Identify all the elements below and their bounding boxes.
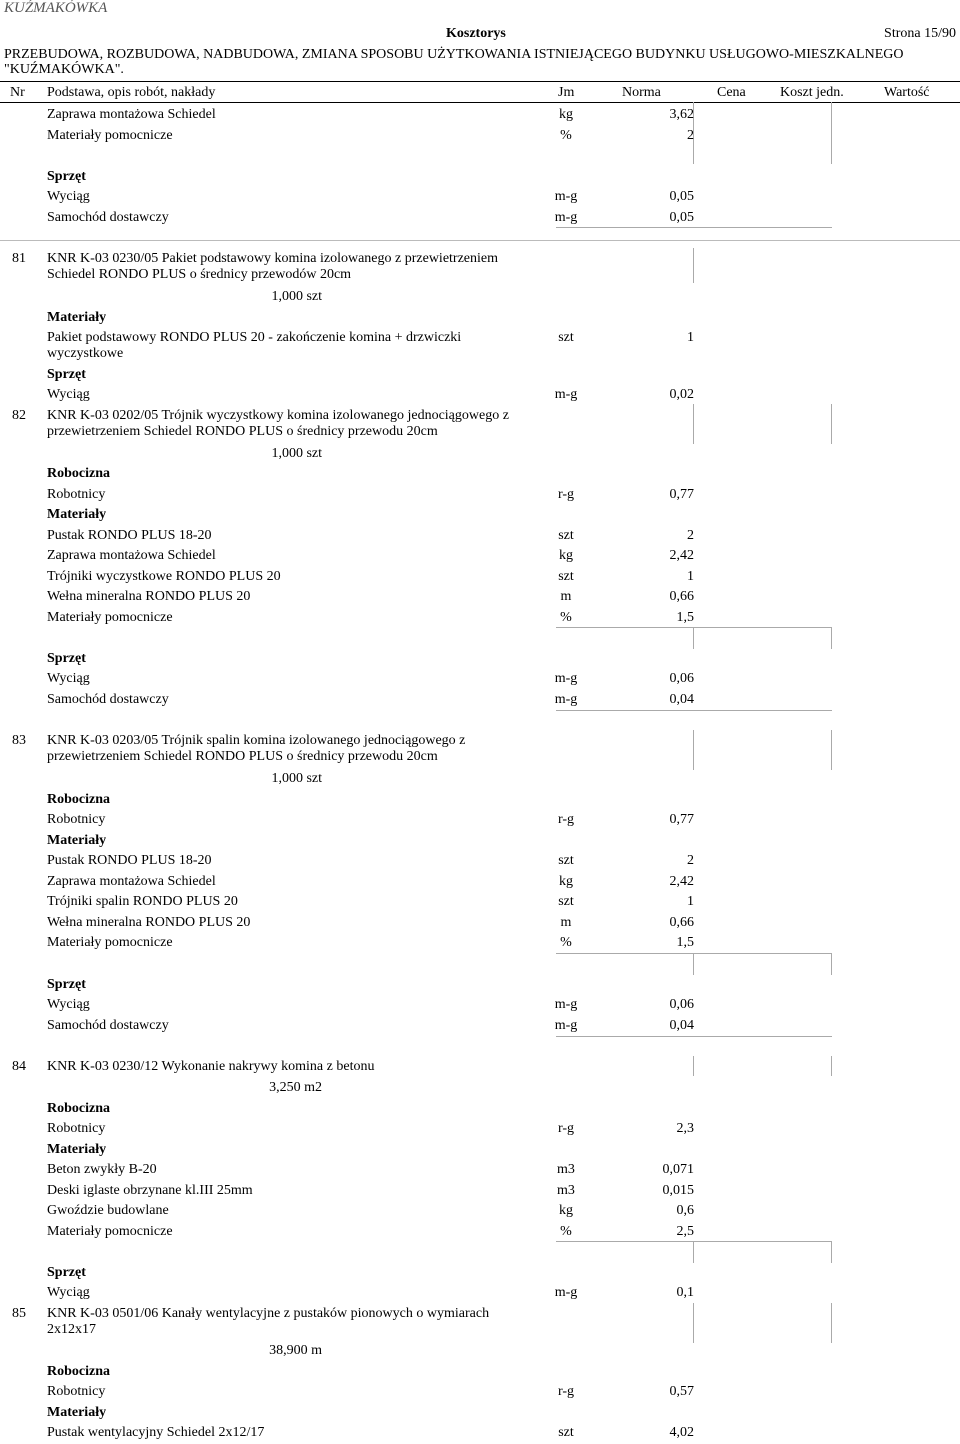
quantity: 1,000 szt — [271, 771, 322, 786]
row-description: Pustak wentylacyjny Schiedel 2x12/17 — [47, 1425, 265, 1440]
col-value: Wartość — [884, 85, 930, 100]
row-description: Robotnicy — [47, 1121, 106, 1136]
unit: szt — [558, 853, 574, 868]
unit: m-g — [554, 210, 578, 225]
norm-value: 0,06 — [669, 997, 694, 1012]
col-norm: Norma — [622, 85, 661, 100]
section-label: Robocizna — [47, 1101, 110, 1116]
row-description: Pustak RONDO PLUS 18-20 — [47, 528, 212, 543]
section-separator — [0, 240, 960, 241]
section-label: Materiały — [47, 1405, 107, 1420]
unit: szt — [558, 330, 574, 345]
norm-value: 0,1 — [676, 1285, 694, 1300]
unit: szt — [558, 528, 574, 543]
row-description: Trójniki wyczystkowe RONDO PLUS 20 — [47, 569, 281, 584]
unit: m-g — [554, 1285, 578, 1300]
page-number: Strona 15/90 — [884, 26, 956, 41]
norm-value: 0,77 — [669, 487, 694, 502]
norm-value: 1 — [687, 569, 694, 584]
section-label: Sprzęt — [47, 1265, 86, 1280]
row-description: Zaprawa montażowa Schiedel — [47, 874, 216, 889]
norm-value: 0,04 — [669, 1018, 694, 1033]
row-description: Wyciąg — [47, 1285, 90, 1300]
row-description: Pustak RONDO PLUS 18-20 — [47, 853, 212, 868]
unit: szt — [558, 1425, 574, 1440]
unit: m3 — [557, 1183, 575, 1198]
section-label: Materiały — [47, 507, 107, 522]
norm-value: 0,05 — [669, 210, 694, 225]
row-description: Materiały pomocnicze — [47, 935, 173, 950]
unit: r-g — [557, 1384, 575, 1399]
row-description: Beton zwykły B-20 — [47, 1162, 157, 1177]
section-label: Sprzęt — [47, 169, 86, 184]
unit: r-g — [557, 1121, 575, 1136]
norm-value: 2,5 — [676, 1224, 694, 1239]
row-description: Zaprawa montażowa Schiedel — [47, 548, 216, 563]
norm-value: 1 — [687, 894, 694, 909]
norm-value: 0,015 — [662, 1183, 694, 1198]
row-description: Wyciąg — [47, 671, 90, 686]
norm-value: 0,06 — [669, 671, 694, 686]
unit: m-g — [554, 671, 578, 686]
unit: m-g — [554, 692, 578, 707]
norm-value: 1,5 — [676, 935, 694, 950]
norm-value: 1,5 — [676, 610, 694, 625]
row-description: Pakiet podstawowy RONDO PLUS 20 - zakończenie komina + drzwiczki — [47, 330, 462, 345]
project-title-line1: PRZEBUDOWA, ROZBUDOWA, NADBUDOWA, ZMIANA SPOSOBU UŻYTKOWANIA ISTNIEJĄCEGO BUDYNKU USŁUGOWO-MIESZKALNEGO — [4, 47, 904, 62]
row-description: Materiały pomocnicze — [47, 128, 173, 143]
row-description: przewietrzeniem Schiedel RONDO PLUS o średnicy przewodu 20cm — [47, 424, 438, 439]
row-description: Wyciąg — [47, 997, 90, 1012]
section-label: Robocizna — [47, 466, 110, 481]
norm-value: 2 — [687, 853, 694, 868]
norm-value: 0,05 — [669, 189, 694, 204]
row-description: Samochód dostawczy — [47, 692, 169, 707]
section-label: Robocizna — [47, 792, 110, 807]
norm-value: 1 — [687, 330, 694, 345]
row-description: Zaprawa montażowa Schiedel — [47, 107, 216, 122]
unit: m — [560, 915, 572, 930]
unit: % — [560, 610, 572, 625]
unit: % — [560, 935, 572, 950]
section-label: Materiały — [47, 310, 107, 325]
row-description: Wełna mineralna RONDO PLUS 20 — [47, 589, 251, 604]
norm-value: 0,6 — [676, 1203, 694, 1218]
col-description: Podstawa, opis robót, nakłady — [47, 85, 216, 100]
unit: m-g — [554, 1018, 578, 1033]
row-description: KNR K-03 0202/05 Trójnik wyczystkowy komina izolowanego jednociągowego z — [47, 408, 509, 423]
section-label: Sprzęt — [47, 367, 86, 382]
norm-value: 2,42 — [669, 874, 694, 889]
norm-value: 0,04 — [669, 692, 694, 707]
norm-value: 3,62 — [669, 107, 694, 122]
row-description: Schiedel RONDO PLUS o średnicy przewodów 20cm — [47, 267, 352, 282]
row-description: Robotnicy — [47, 487, 106, 502]
norm-value: 2,3 — [676, 1121, 694, 1136]
row-description: Samochód dostawczy — [47, 1018, 169, 1033]
row-number: 83 — [12, 733, 26, 748]
row-description: Robotnicy — [47, 812, 106, 827]
norm-value: 2,42 — [669, 548, 694, 563]
quantity: 38,900 m — [269, 1343, 322, 1358]
norm-value: 0,66 — [669, 915, 694, 930]
section-label: Sprzęt — [47, 651, 86, 666]
norm-value: 2 — [687, 528, 694, 543]
header-bottom-rule — [0, 102, 960, 103]
unit: % — [560, 128, 572, 143]
unit: kg — [559, 548, 573, 563]
unit: % — [560, 1224, 572, 1239]
document-title: Kosztorys — [446, 26, 506, 41]
norm-value: 0,57 — [669, 1384, 694, 1399]
quantity: 3,250 m2 — [269, 1080, 322, 1095]
company-logo: KUŹMAKÓWKA — [4, 0, 108, 16]
row-number: 81 — [12, 251, 26, 266]
norm-value: 4,02 — [669, 1425, 694, 1440]
row-number: 82 — [12, 408, 26, 423]
unit: m-g — [554, 387, 578, 402]
section-label: Materiały — [47, 833, 107, 848]
norm-value: 2 — [687, 128, 694, 143]
unit: szt — [558, 894, 574, 909]
unit: m — [560, 589, 572, 604]
unit: m-g — [554, 189, 578, 204]
row-description: wyczystkowe — [47, 346, 124, 361]
row-description: Wełna mineralna RONDO PLUS 20 — [47, 915, 251, 930]
row-description: KNR K-03 0501/06 Kanały wentylacyjne z pustaków pionowych o wymiarach — [47, 1306, 490, 1321]
section-label: Robocizna — [47, 1364, 110, 1379]
norm-value: 0,77 — [669, 812, 694, 827]
row-description: KNR K-03 0230/12 Wykonanie nakrywy komina z betonu — [47, 1059, 375, 1074]
row-description: Deski iglaste obrzynane kl.III 25mm — [47, 1183, 253, 1198]
row-description: Trójniki spalin RONDO PLUS 20 — [47, 894, 238, 909]
section-label: Materiały — [47, 1142, 107, 1157]
unit: m3 — [557, 1162, 575, 1177]
unit: szt — [558, 569, 574, 584]
row-description: Wyciąg — [47, 387, 90, 402]
row-description: KNR K-03 0203/05 Trójnik spalin komina izolowanego jednociągowego z — [47, 733, 466, 748]
col-nr: Nr — [10, 85, 25, 100]
quantity: 1,000 szt — [271, 446, 322, 461]
header-top-rule — [0, 81, 960, 82]
row-description: Wyciąg — [47, 189, 90, 204]
row-description: 2x12x17 — [47, 1322, 96, 1337]
unit: m-g — [554, 997, 578, 1012]
row-description: Robotnicy — [47, 1384, 106, 1399]
col-unit-cost: Koszt jedn. — [780, 85, 844, 100]
row-description: Gwoździe budowlane — [47, 1203, 169, 1218]
section-label: Sprzęt — [47, 977, 86, 992]
row-number: 84 — [12, 1059, 26, 1074]
row-number: 85 — [12, 1306, 26, 1321]
col-unit: Jm — [558, 85, 575, 100]
project-title-line2: "KUŹMAKÓWKA". — [4, 62, 124, 77]
unit: kg — [559, 1203, 573, 1218]
unit: r-g — [557, 812, 575, 827]
row-description: Materiały pomocnicze — [47, 1224, 173, 1239]
row-description: przewietrzeniem Schiedel RONDO PLUS o średnicy przewodu 20cm — [47, 749, 438, 764]
norm-value: 0,071 — [662, 1162, 694, 1177]
norm-value: 0,02 — [669, 387, 694, 402]
unit: r-g — [557, 487, 575, 502]
unit: kg — [559, 874, 573, 889]
col-price: Cena — [717, 85, 746, 100]
row-description: Materiały pomocnicze — [47, 610, 173, 625]
unit: kg — [559, 107, 573, 122]
norm-value: 0,66 — [669, 589, 694, 604]
row-description: Samochód dostawczy — [47, 210, 169, 225]
quantity: 1,000 szt — [271, 289, 322, 304]
row-description: KNR K-03 0230/05 Pakiet podstawowy komina izolowanego z przewietrzeniem — [47, 251, 499, 266]
